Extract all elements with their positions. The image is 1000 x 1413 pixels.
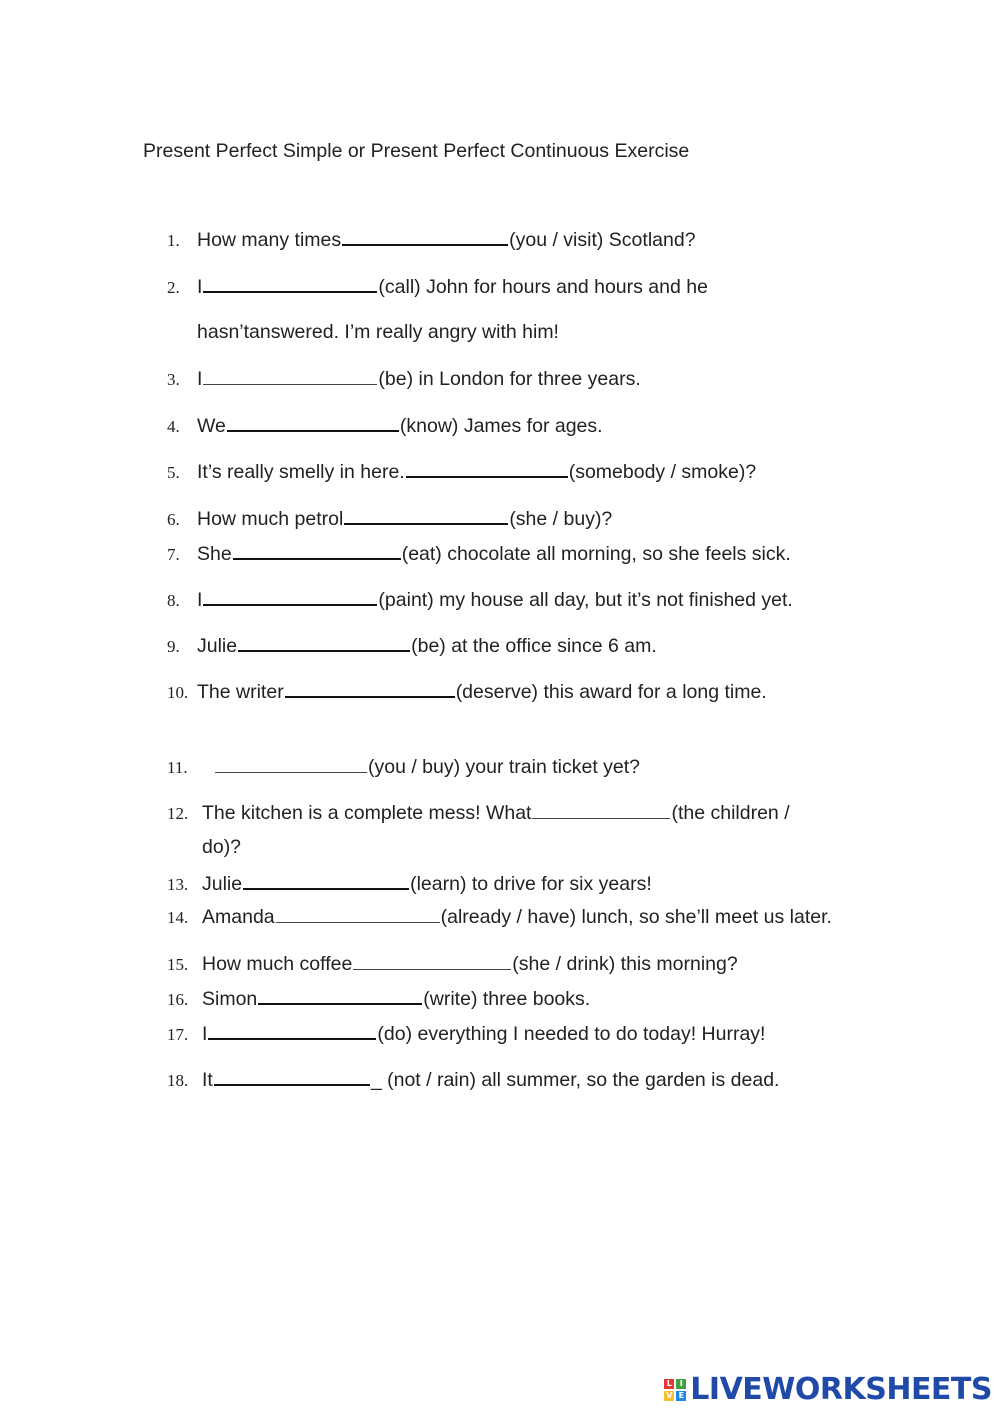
- answer-blank[interactable]: [258, 985, 422, 1005]
- question-18: 18. It _ (not / rain) all summer, so the garden is dead.: [167, 1066, 779, 1093]
- question-number: 11.: [167, 758, 188, 777]
- question-12: 12. The kitchen is a complete mess! What (the children /: [167, 802, 790, 824]
- answer-blank[interactable]: [243, 870, 409, 890]
- liveworksheets-logo: [664, 1372, 992, 1407]
- question-2: 2. I (call) John for hours and hours and he: [167, 273, 708, 300]
- question-number: 13.: [167, 875, 189, 894]
- question-6: 6. How much petrol (she / buy)?: [167, 505, 612, 532]
- answer-blank[interactable]: [342, 226, 508, 246]
- question-number: 9.: [167, 637, 180, 656]
- question-number: 18.: [167, 1071, 189, 1090]
- answer-blank[interactable]: [532, 800, 670, 819]
- question-number: 16.: [167, 990, 189, 1009]
- question-number: 5.: [167, 463, 180, 482]
- answer-blank[interactable]: [353, 951, 511, 970]
- question-4: 4. We (know) James for ages.: [167, 412, 603, 439]
- question-2-continued: hasn’tanswered. I’m really angry with him!: [197, 321, 559, 343]
- question-16: 16. Simon (write) three books.: [167, 985, 590, 1012]
- question-5: 5. It’s really smelly in here. (somebody / smoke)?: [167, 458, 756, 485]
- question-number: 15.: [167, 955, 189, 974]
- answer-blank[interactable]: [238, 632, 410, 652]
- question-number: 1.: [167, 231, 180, 250]
- answer-blank[interactable]: [208, 1020, 376, 1040]
- question-number: 4.: [167, 417, 180, 436]
- logo-text: LIVEWORKSHEETS: [690, 1372, 992, 1407]
- answer-blank[interactable]: [406, 458, 568, 478]
- answer-blank[interactable]: [214, 1066, 370, 1086]
- question-1: 1. How many times (you / visit) Scotland?: [167, 226, 696, 253]
- question-17: 17. I (do) everything I needed to do today! Hurray!: [167, 1020, 765, 1047]
- answer-blank[interactable]: [203, 586, 377, 606]
- question-11: 11. (you / buy) your train ticket yet?: [167, 756, 641, 778]
- answer-blank[interactable]: [203, 366, 377, 385]
- question-13: 13. Julie (learn) to drive for six years!: [167, 870, 652, 897]
- question-7: 7. She (eat) chocolate all morning, so she feels sick.: [167, 540, 791, 567]
- question-number: 8.: [167, 591, 180, 610]
- answer-blank[interactable]: [285, 678, 455, 698]
- question-15: 15. How much coffee (she / drink) this morning?: [167, 953, 738, 975]
- question-8: 8. I (paint) my house all day, but it’s not finished yet.: [167, 586, 793, 613]
- question-number: 10.: [167, 683, 189, 702]
- question-number: 6.: [167, 510, 180, 529]
- question-9: 9. Julie (be) at the office since 6 am.: [167, 632, 657, 659]
- question-number: 7.: [167, 545, 180, 564]
- question-number: 14.: [167, 908, 189, 927]
- answer-blank[interactable]: [215, 754, 367, 773]
- question-14: 14. Amanda (already / have) lunch, so she’ll meet us later.: [167, 906, 832, 928]
- answer-blank[interactable]: [276, 904, 440, 923]
- logo-blocks-icon: L I V E: [664, 1379, 686, 1401]
- answer-blank[interactable]: [227, 412, 399, 432]
- question-number: 2.: [167, 278, 180, 297]
- question-12-continued: do)?: [202, 836, 242, 858]
- question-3: 3. I (be) in London for three years.: [167, 368, 641, 390]
- answer-blank[interactable]: [233, 540, 401, 560]
- answer-blank[interactable]: [203, 273, 377, 293]
- question-number: 12.: [167, 804, 189, 823]
- question-number: 3.: [167, 370, 180, 389]
- worksheet-title: Present Perfect Simple or Present Perfect Continuous Exercise: [143, 140, 690, 162]
- question-10: 10. The writer (deserve) this award for a long time.: [167, 678, 767, 705]
- question-number: 17.: [167, 1025, 189, 1044]
- answer-blank[interactable]: [344, 505, 508, 525]
